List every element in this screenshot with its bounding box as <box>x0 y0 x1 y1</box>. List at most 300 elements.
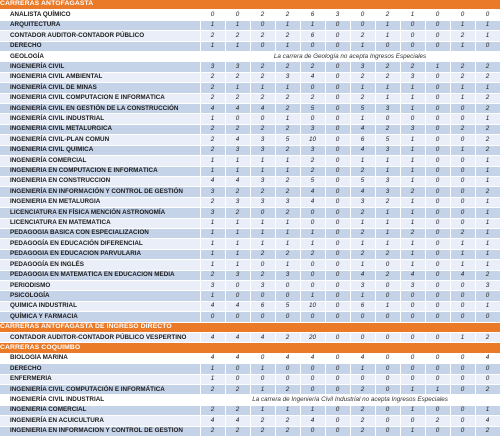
quota-cell: 0 <box>450 176 475 186</box>
table-row <box>0 312 500 322</box>
career-name: INGENIERÍA CIVIL AMBIENTAL <box>0 72 200 82</box>
table-row <box>0 426 500 436</box>
quota-cell: 0 <box>400 41 425 51</box>
quota-cell: 2 <box>275 426 300 436</box>
quota-cell: 4 <box>350 187 375 197</box>
table-row <box>0 395 500 405</box>
table-row <box>0 10 500 20</box>
quota-cell: 0 <box>325 426 350 436</box>
quota-cell: 0 <box>325 197 350 207</box>
career-name: INGENIERÍA CIVIL QUÍMICA <box>0 145 200 155</box>
career-name: INGENIERÍA CIVIL-PLAN COMUN <box>0 135 200 145</box>
quota-cell: 1 <box>250 405 275 415</box>
quota-cell: 10 <box>300 135 325 145</box>
quota-cell: 2 <box>375 197 400 207</box>
quota-cell: 2 <box>225 72 250 82</box>
quota-cell: 2 <box>400 187 425 197</box>
quota-cell: 1 <box>375 31 400 41</box>
quota-cell: 1 <box>275 218 300 228</box>
table-row <box>0 166 500 176</box>
quota-cell: 2 <box>200 270 225 280</box>
quota-cell: 1 <box>200 114 225 124</box>
quota-cell: 4 <box>450 270 475 280</box>
quota-cell: 0 <box>250 20 275 30</box>
quota-cell: 0 <box>275 364 300 374</box>
quota-cell: 0 <box>325 93 350 103</box>
quota-cell: 2 <box>225 208 250 218</box>
table-row <box>0 374 500 384</box>
quota-cell: 6 <box>300 10 325 20</box>
quota-cell: 0 <box>450 166 475 176</box>
quota-cell: 2 <box>475 333 500 343</box>
quota-cell: 0 <box>425 124 450 134</box>
quota-cell: 1 <box>200 291 225 301</box>
quota-cell: 0 <box>225 280 250 290</box>
quota-cell: 0 <box>250 312 275 322</box>
quota-cell: 1 <box>300 291 325 301</box>
quota-cell: 2 <box>475 187 500 197</box>
quota-cell: 0 <box>325 301 350 311</box>
quota-cell: 1 <box>250 228 275 238</box>
quota-cell: 0 <box>375 385 400 395</box>
quota-cell: 1 <box>350 156 375 166</box>
quota-cell: 1 <box>250 364 275 374</box>
quota-cell: 0 <box>450 426 475 436</box>
quota-cell: 1 <box>475 156 500 166</box>
quota-cell: 2 <box>200 197 225 207</box>
quota-cell: 0 <box>425 83 450 93</box>
section-header-label: CARRERAS ANTOFAGASTA <box>0 0 500 10</box>
quota-cell: 4 <box>300 187 325 197</box>
quota-cell: 0 <box>325 208 350 218</box>
quota-cell: 4 <box>350 124 375 134</box>
quota-cell: 0 <box>200 10 225 20</box>
table-row <box>0 333 500 343</box>
quota-cell: 2 <box>250 187 275 197</box>
quota-cell: 1 <box>475 166 500 176</box>
quota-cell: 1 <box>250 239 275 249</box>
quota-cell: 0 <box>375 291 400 301</box>
quota-cell: 0 <box>450 104 475 114</box>
quota-cell: 0 <box>325 20 350 30</box>
quota-cell: 0 <box>425 353 450 363</box>
quota-cell: 0 <box>450 353 475 363</box>
career-name: CONTADOR AUDITOR-CONTADOR PÚBLICO <box>0 31 200 41</box>
quota-cell: 1 <box>375 208 400 218</box>
section-header-label: CARRERAS COQUIMBO <box>0 343 500 353</box>
quota-cell: 2 <box>475 145 500 155</box>
quota-cell: 1 <box>200 260 225 270</box>
quota-cell: 1 <box>475 20 500 30</box>
quota-cell: 1 <box>450 41 475 51</box>
quota-cell: 0 <box>250 260 275 270</box>
quota-cell: 1 <box>375 93 400 103</box>
quota-cell: 1 <box>400 10 425 20</box>
quota-cell: 0 <box>425 10 450 20</box>
quota-cell: 1 <box>450 333 475 343</box>
quota-cell: 2 <box>475 135 500 145</box>
quota-cell: 0 <box>350 20 375 30</box>
career-name: INGENIERÍA EN METALURGIA <box>0 197 200 207</box>
quota-cell: 1 <box>375 20 400 30</box>
quota-cell: 4 <box>350 353 375 363</box>
quota-cell: 1 <box>375 239 400 249</box>
quota-cell: 0 <box>325 374 350 384</box>
career-name: INGENIERÍA CIVIL <box>0 62 200 72</box>
quota-cell: 2 <box>450 124 475 134</box>
quota-cell: 1 <box>200 228 225 238</box>
quota-cell: 1 <box>475 114 500 124</box>
quota-cell: 1 <box>475 197 500 207</box>
quota-cell: 2 <box>200 72 225 82</box>
quota-cell: 1 <box>250 156 275 166</box>
table-row <box>0 218 500 228</box>
career-name: DERECHO <box>0 41 200 51</box>
quota-cell: 0 <box>325 218 350 228</box>
quota-cell: 0 <box>425 239 450 249</box>
quota-cell: 0 <box>425 114 450 124</box>
career-name: GEOLOGÍA <box>0 52 200 62</box>
career-name: PERIODISMO <box>0 280 200 290</box>
quota-cell: 0 <box>450 197 475 207</box>
quota-cell: 0 <box>425 20 450 30</box>
quota-cell: 1 <box>200 249 225 259</box>
quota-cell: 0 <box>475 41 500 51</box>
quota-cell: 0 <box>425 166 450 176</box>
quota-cell: 1 <box>475 228 500 238</box>
quota-cell: 1 <box>250 218 275 228</box>
quota-cell: 1 <box>200 166 225 176</box>
quota-cell: 1 <box>475 31 500 41</box>
quota-cell: 0 <box>300 270 325 280</box>
quota-cell: 2 <box>200 385 225 395</box>
quota-cell: 0 <box>375 333 400 343</box>
quota-cell: 2 <box>350 249 375 259</box>
quota-cell: 1 <box>375 156 400 166</box>
career-name: INGENIERÍA EN COMPUTACIÓN E INFORMÁTICA <box>0 166 200 176</box>
quota-cell: 3 <box>375 176 400 186</box>
quota-cell: 3 <box>250 145 275 155</box>
career-name: ARQUITECTURA <box>0 20 200 30</box>
quota-cell: 0 <box>325 416 350 426</box>
quota-cell: 2 <box>225 124 250 134</box>
quota-cell: 0 <box>475 291 500 301</box>
quota-cell: 4 <box>475 416 500 426</box>
quota-cell: 0 <box>425 104 450 114</box>
quota-cell: 0 <box>375 426 400 436</box>
quota-cell: 1 <box>275 405 300 415</box>
quota-cell: 1 <box>400 197 425 207</box>
quota-cell: 1 <box>400 145 425 155</box>
quota-cell: 0 <box>400 364 425 374</box>
quota-cell: 0 <box>325 156 350 166</box>
quota-cell: 0 <box>300 426 325 436</box>
quota-cell: 0 <box>425 208 450 218</box>
career-name: CONTADOR AUDITOR-CONTADOR PÚBLICO VESPERTINO <box>0 333 200 343</box>
quota-cell: 0 <box>325 166 350 176</box>
quota-cell: 0 <box>300 312 325 322</box>
quota-cell: 3 <box>400 124 425 134</box>
quota-cell: 0 <box>425 301 450 311</box>
quota-cell: 0 <box>375 280 400 290</box>
quota-cell: 3 <box>200 280 225 290</box>
quota-cell: 1 <box>275 83 300 93</box>
quota-cell: 1 <box>275 166 300 176</box>
quota-cell: 1 <box>275 239 300 249</box>
table-row <box>0 385 500 395</box>
quota-cell: 0 <box>425 270 450 280</box>
quota-cell: 2 <box>250 124 275 134</box>
quota-cell: 0 <box>375 374 400 384</box>
quota-cell: 2 <box>475 104 500 114</box>
quota-cell: 3 <box>250 280 275 290</box>
quota-cell: 0 <box>400 31 425 41</box>
quota-cell: 0 <box>425 145 450 155</box>
quota-cell: 1 <box>350 83 375 93</box>
quota-cell: 1 <box>300 405 325 415</box>
quota-cell: 2 <box>225 405 250 415</box>
quota-cell: 0 <box>325 260 350 270</box>
quota-cell: 2 <box>275 145 300 155</box>
quota-cell: 2 <box>350 385 375 395</box>
quota-cell: 0 <box>350 312 375 322</box>
quota-cell: 0 <box>325 124 350 134</box>
quota-cell: 0 <box>325 41 350 51</box>
quota-cell: 2 <box>300 93 325 103</box>
quota-cell: 1 <box>400 156 425 166</box>
quota-cell: 1 <box>475 301 500 311</box>
quota-cell: 1 <box>375 228 400 238</box>
quota-cell: 0 <box>450 312 475 322</box>
quota-cell: 1 <box>375 83 400 93</box>
table-row <box>0 270 500 280</box>
table-row <box>0 93 500 103</box>
quota-cell: 1 <box>400 176 425 186</box>
quota-cell: 1 <box>475 405 500 415</box>
quota-cell: 0 <box>300 364 325 374</box>
quota-cell: 4 <box>200 353 225 363</box>
table-row <box>0 353 500 363</box>
quota-cell: 0 <box>300 280 325 290</box>
quota-cell: 4 <box>250 333 275 343</box>
quota-cell: 0 <box>325 104 350 114</box>
quota-cell: 1 <box>350 364 375 374</box>
quota-cell: 1 <box>275 114 300 124</box>
quota-cell: 0 <box>375 416 400 426</box>
quota-cell: 1 <box>200 239 225 249</box>
quota-cell: 0 <box>450 156 475 166</box>
quota-cell: 1 <box>250 166 275 176</box>
quota-cell: 2 <box>225 187 250 197</box>
quota-cell: 0 <box>475 10 500 20</box>
quota-cell: 0 <box>325 333 350 343</box>
quota-cell: 1 <box>200 156 225 166</box>
table-row <box>0 135 500 145</box>
quota-cell: 2 <box>275 31 300 41</box>
quota-cell: 1 <box>225 41 250 51</box>
quota-cell: 20 <box>300 333 325 343</box>
quota-cell: 0 <box>325 353 350 363</box>
table-row <box>0 364 500 374</box>
quota-cell: 2 <box>450 72 475 82</box>
table-row <box>0 249 500 259</box>
quota-cell: 2 <box>475 385 500 395</box>
quota-cell: 5 <box>275 135 300 145</box>
quota-cell: 1 <box>400 385 425 395</box>
quota-cell: 1 <box>450 20 475 30</box>
quota-cell: 2 <box>225 93 250 103</box>
career-name: PEDAGOGÍA EN EDUCACIÓN DIFERENCIAL <box>0 239 200 249</box>
quota-cell: 4 <box>300 353 325 363</box>
career-name: INGENIERÍA EN CONSTRUCCIÓN <box>0 176 200 186</box>
table-row <box>0 208 500 218</box>
quota-cell: 2 <box>200 145 225 155</box>
quota-cell: 2 <box>250 62 275 72</box>
quota-cell: 4 <box>225 416 250 426</box>
quota-cell: 0 <box>400 301 425 311</box>
table-row <box>0 405 500 415</box>
quota-cell: 3 <box>350 62 375 72</box>
quota-cell: 5 <box>300 104 325 114</box>
quota-cell: 3 <box>375 187 400 197</box>
quota-cell: 3 <box>400 280 425 290</box>
quota-cell: 2 <box>250 93 275 103</box>
quota-cell: 1 <box>400 239 425 249</box>
quota-cell: 2 <box>275 333 300 343</box>
quota-cell: 1 <box>450 83 475 93</box>
quota-cell: 0 <box>250 353 275 363</box>
quota-cell: 0 <box>450 114 475 124</box>
career-name: ENFERMERÍA <box>0 374 200 384</box>
quota-cell: 6 <box>350 301 375 311</box>
quota-cell: 0 <box>425 135 450 145</box>
table-row <box>0 145 500 155</box>
career-name: INGENIERÍA CIVIL EN GESTIÓN DE LA CONSTRUCCIÓN <box>0 104 200 114</box>
quota-cell: 0 <box>325 385 350 395</box>
quota-cell: 1 <box>400 405 425 415</box>
quota-cell: 1 <box>275 20 300 30</box>
quota-cell: 2 <box>275 208 300 218</box>
quota-cell: 2 <box>350 166 375 176</box>
table-row <box>0 31 500 41</box>
quota-cell: 0 <box>275 291 300 301</box>
quota-cell: 1 <box>400 93 425 103</box>
quota-cell: 2 <box>275 416 300 426</box>
career-name: INGENIERÍA CIVIL DE MINAS <box>0 83 200 93</box>
quota-cell: 4 <box>225 135 250 145</box>
quota-cell: 3 <box>475 280 500 290</box>
quota-cell: 0 <box>425 93 450 103</box>
quota-cell: 0 <box>375 41 400 51</box>
quota-cell: 0 <box>425 41 450 51</box>
quota-cell: 0 <box>225 291 250 301</box>
career-name: INGENIERÍA EN INFORMACIÓN Y CONTROL DE GESTIÓN <box>0 187 200 197</box>
quota-cell: 0 <box>325 228 350 238</box>
quota-cell: 0 <box>400 333 425 343</box>
quota-cell: 2 <box>350 93 375 103</box>
table-row <box>0 114 500 124</box>
quota-cell: 2 <box>225 426 250 436</box>
quota-cell: 0 <box>250 41 275 51</box>
quota-cell: 3 <box>275 270 300 280</box>
quota-cell: 4 <box>350 145 375 155</box>
quota-cell: 2 <box>250 10 275 20</box>
quota-cell: 0 <box>300 218 325 228</box>
quota-cell: 1 <box>475 249 500 259</box>
quota-cell: 0 <box>275 374 300 384</box>
quota-cell: 0 <box>225 374 250 384</box>
quota-cell: 1 <box>375 218 400 228</box>
quota-cell: 3 <box>325 10 350 20</box>
table-row <box>0 291 500 301</box>
quota-cell: 3 <box>350 280 375 290</box>
quota-cell: 0 <box>475 364 500 374</box>
quota-cell: 1 <box>450 145 475 155</box>
quota-cell: 1 <box>400 260 425 270</box>
quota-cell: 0 <box>425 364 450 374</box>
quota-cell: 0 <box>350 333 375 343</box>
quota-cell: 2 <box>200 124 225 134</box>
quota-cell: 0 <box>425 374 450 384</box>
quota-cell: 0 <box>325 187 350 197</box>
table-row <box>0 187 500 197</box>
quota-cell: 2 <box>250 249 275 259</box>
quota-cell: 2 <box>225 31 250 41</box>
quota-cell: 2 <box>300 62 325 72</box>
quota-cell: 2 <box>375 249 400 259</box>
table-row <box>0 260 500 270</box>
quota-cell: 10 <box>300 301 325 311</box>
quota-cell: 1 <box>450 93 475 103</box>
quota-cell: 0 <box>300 114 325 124</box>
quota-cell: 0 <box>425 218 450 228</box>
quota-cell: 0 <box>325 176 350 186</box>
table-row <box>0 176 500 186</box>
table-row <box>0 301 500 311</box>
quota-cell: 1 <box>225 83 250 93</box>
quota-cell: 0 <box>425 426 450 436</box>
quota-cell: 0 <box>425 228 450 238</box>
career-name: INGENIERÍA CIVIL COMPUTACIÓN E INFORMÁTICA <box>0 93 200 103</box>
quota-cell: 2 <box>425 416 450 426</box>
quota-cell: 1 <box>350 218 375 228</box>
career-name: QUÍMICA Y FARMACIA <box>0 312 200 322</box>
quota-cell: 0 <box>425 197 450 207</box>
quota-cell: 0 <box>325 291 350 301</box>
table-row <box>0 72 500 82</box>
quota-cell: 1 <box>375 166 400 176</box>
quota-cell: 1 <box>225 156 250 166</box>
quota-cell: 1 <box>200 20 225 30</box>
quota-cell: 3 <box>200 62 225 72</box>
quota-cell: 2 <box>475 426 500 436</box>
career-name: INGENIERÍA EN INFORMACIÓN Y CONTROL DE GESTIÓN <box>0 426 200 436</box>
quota-cell: 0 <box>225 364 250 374</box>
quota-cell: 2 <box>450 31 475 41</box>
quota-cell: 0 <box>450 416 475 426</box>
quota-cell: 2 <box>400 62 425 72</box>
quota-cell: 1 <box>300 20 325 30</box>
quota-cell: 0 <box>425 280 450 290</box>
quota-cell: 1 <box>475 208 500 218</box>
quota-cell: 1 <box>200 374 225 384</box>
quota-cell: 0 <box>325 280 350 290</box>
quota-cell: 4 <box>225 353 250 363</box>
quota-cell: 6 <box>300 31 325 41</box>
quota-cell: 1 <box>225 218 250 228</box>
quota-cell: 2 <box>350 228 375 238</box>
quota-cell: 0 <box>425 176 450 186</box>
